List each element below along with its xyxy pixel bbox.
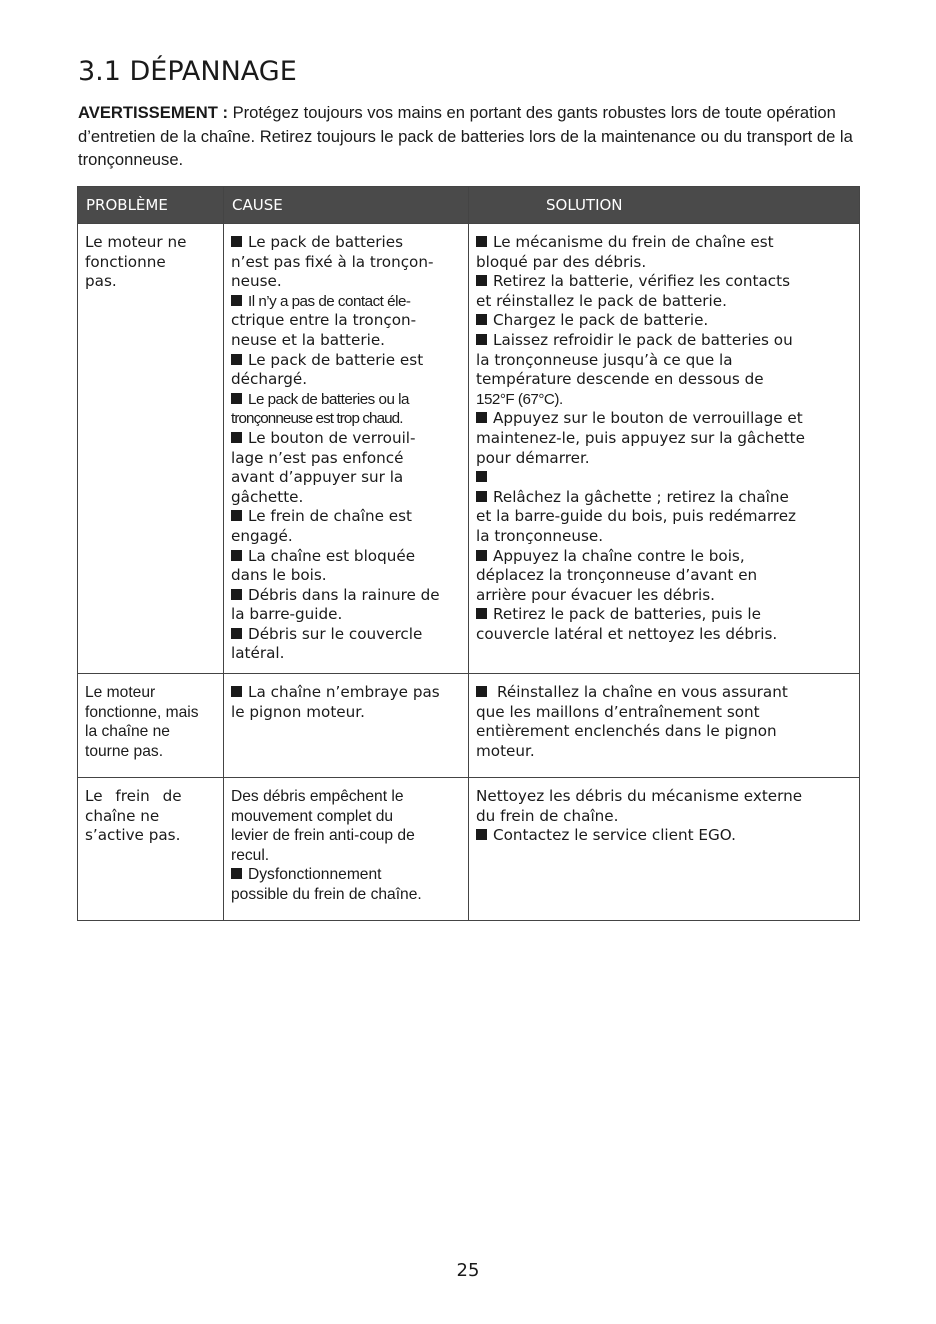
solution-cell [469,674,860,778]
bullet-square-icon [476,550,487,561]
cause-line: La chaîne n’embraye pas [248,683,440,701]
page-title: 3.1 DÉPANNAGE [78,56,297,87]
solution-line: pour démarrer. [476,448,590,467]
solution-line: Appuyez sur le bouton de verrouillage et [493,409,803,428]
solution-line: Nettoyez les débris du mécanisme externe [476,787,803,805]
cause-line: gâchette. [231,487,304,506]
problem-line: la chaîne ne [85,723,170,741]
bullet-square-icon [231,589,242,600]
cause-line: Dysfonctionnement [248,866,382,884]
cause-line: Des débris empêchent le [231,788,404,805]
cause-line: recul. [231,846,270,864]
cause-line: Le bouton de verrouil- [248,428,416,447]
header-cause: CAUSE [224,187,469,224]
problem-cell [78,778,224,921]
bullet-square-icon [476,829,487,840]
solution-line: moteur. [476,741,535,760]
bullet-square-icon [231,236,242,247]
solution-line: Appuyez la chaîne contre le bois, [493,546,745,565]
problem-line: Le moteur ne [85,233,187,251]
cause-line: lage n’est pas enfoncé [231,448,404,467]
header-problem: PROBLÈME [78,187,224,224]
bullet-square-icon [476,412,487,423]
solution-line: arrière pour évacuer les débris. [476,585,715,604]
bullet-square-icon [231,295,242,306]
cause-line: mouvement complet du [231,807,394,825]
solution-line: déplacez la tronçonneuse d’avant en [476,566,758,585]
bullet-square-icon [476,236,487,247]
cause-line: La chaîne est bloquée [248,546,416,565]
solution-line: température descende en dessous de [476,370,764,389]
cause-line: tronçonneuse est trop chaud. [231,410,403,428]
problem-line: chaîne ne [85,806,160,825]
table-row [78,674,860,778]
cause-line: déchargé. [231,370,308,389]
bullet-square-icon [476,686,487,697]
problem-cell [78,674,224,778]
bullet-square-icon [231,354,242,365]
cause-line: le pignon moteur. [231,702,365,721]
solution-line: bloqué par des débris. [476,252,647,271]
bullet-square-icon [231,432,242,443]
bullet-square-icon [476,491,487,502]
cause-line: ctrique entre la tronçon- [231,311,417,330]
bullet-square-icon [476,608,487,619]
warning-label: AVERTISSEMENT : [78,103,228,122]
cause-line: la barre-guide. [231,605,343,624]
table-row [78,224,860,674]
cause-line: Le pack de batteries ou la [248,390,409,408]
problem-line: Le moteur [85,684,156,701]
solution-line: Laissez refroidir le pack de batteries ou [493,330,793,349]
problem-line: fonctionne, mais [85,703,199,721]
cause-line: engagé. [231,526,293,545]
solution-line: Relâchez la gâchette ; retirez la chaîne [493,487,789,506]
bullet-square-icon [231,550,242,561]
cause-cell [224,778,469,921]
cause-line: Débris sur le couvercle [248,624,423,643]
solution-line: Retirez la batterie, vérifiez les contacts [493,272,791,291]
solution-line: maintenez-le, puis appuyez sur la gâchette [476,428,805,447]
bullet-square-icon [476,471,487,482]
solution-cell [469,778,860,921]
cause-line: neuse. [231,272,282,291]
problem-line: fonctionne [85,252,166,271]
solution-line: Retirez le pack de batteries, puis le [493,605,761,624]
bullet-square-icon [476,314,487,325]
bullet-square-icon [231,510,242,521]
bullet-square-icon [476,275,487,286]
problem-line: tourne pas. [85,742,164,760]
cause-line: neuse et la batterie. [231,330,385,349]
solution-line: Réinstallez la chaîne en vous assurant [497,683,788,701]
solution-line: 152°F (67°C). [476,390,563,408]
problem-line: pas. [85,272,117,291]
solution-line: que les maillons d’entraînement sont [476,702,760,721]
table-header-row [78,187,860,224]
solution-line: Contactez le service client EGO. [493,826,736,845]
solution-line: Chargez le pack de batterie. [493,311,709,330]
bullet-square-icon [476,334,487,345]
troubleshooting-table [77,186,860,921]
page-number: 25 [456,1260,480,1281]
cause-line: Il n’y a pas de contact éle- [248,292,411,310]
warning-paragraph [78,101,868,172]
cause-cell [224,674,469,778]
table-row [78,778,860,921]
problem-line: s’active pas. [85,826,181,845]
cause-line: possible du frein de chaîne. [231,885,422,903]
header-solution: SOLUTION [469,187,860,224]
solution-line: et réinstallez le pack de batterie. [476,291,727,310]
cause-line: avant d’appuyer sur la [231,468,404,487]
cause-line: Le frein de chaîne est [248,507,412,526]
bullet-square-icon [231,686,242,697]
solution-line: du frein de chaîne. [476,806,619,825]
solution-cell [469,224,860,674]
cause-line: levier de frein anti-coup de [231,827,415,845]
solution-line: Le mécanisme du frein de chaîne est [493,233,774,251]
solution-line: et la barre-guide du bois, puis redémarrez [476,507,797,526]
cause-line: latéral. [231,644,285,663]
warning-text: Protégez toujours vos mains en portant des gants robustes lors de toute opération d’entretien de la chaîne. Retirez toujours le pack de batteries lors de la maintenance ou du transport de la tronçonneuse. [78,103,853,169]
bullet-square-icon [231,393,242,404]
cause-line: Le pack de batteries [248,233,404,251]
cause-line: dans le bois. [231,566,327,585]
cause-line: Le pack de batterie est [248,350,424,369]
solution-line: couvercle latéral et nettoyez les débris. [476,624,778,643]
cause-cell [224,224,469,674]
problem-cell [78,224,224,674]
cause-line: n’est pas fixé à la tronçon- [231,252,434,271]
solution-line: la tronçonneuse jusqu’à ce que la [476,350,733,369]
cause-line: Débris dans la rainure de [248,585,440,604]
bullet-square-icon [231,868,242,879]
solution-line: la tronçonneuse. [476,526,604,545]
problem-line: Le frein de [85,787,182,805]
bullet-square-icon [231,628,242,639]
solution-line: entièrement enclenchés dans le pignon [476,722,777,741]
